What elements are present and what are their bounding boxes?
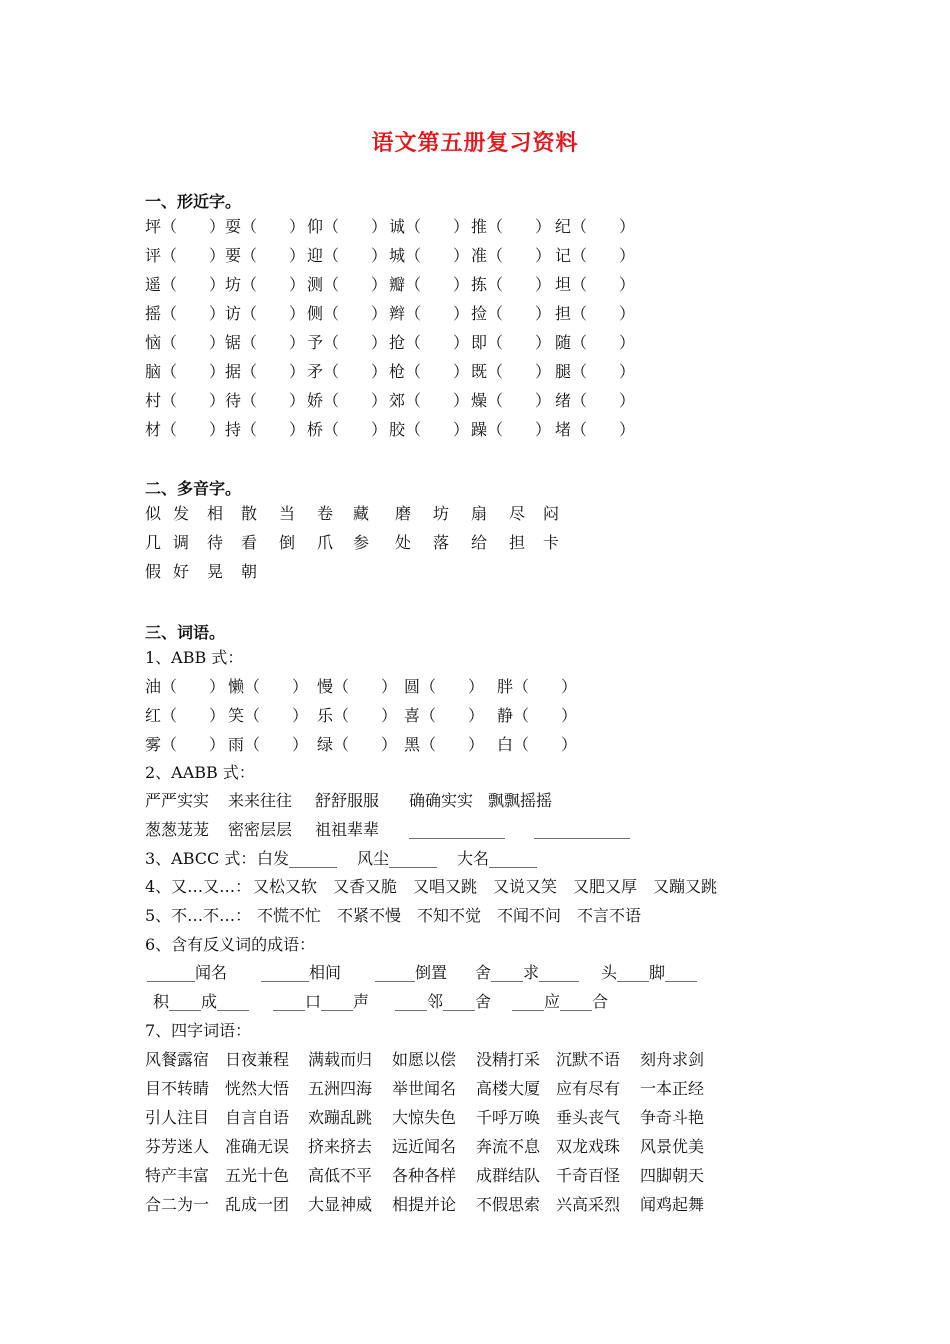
similar-char-item: 访（ ） <box>225 304 306 323</box>
four-char-item: 挤来挤去 <box>308 1137 373 1156</box>
similar-char-item: 评（ ） <box>145 246 226 265</box>
similar-char-item: 桥（ ） <box>307 420 388 439</box>
similar-char-item: 坦（ ） <box>555 275 636 294</box>
four-char-item: 不假思索 <box>476 1195 541 1214</box>
polyphonic-char: 看 <box>241 533 258 552</box>
abb-item: 喜（ ） <box>404 706 485 725</box>
four-char-item: 风景优美 <box>640 1137 705 1156</box>
four-char-item: 引人注目 <box>145 1108 210 1127</box>
abb-item: 红（ ） <box>145 706 226 725</box>
polyphonic-char: 磨 <box>395 504 412 523</box>
similar-char-item: 记（ ） <box>555 246 636 265</box>
similar-char-item: 郊（ ） <box>389 391 470 410</box>
four-char-item: 大惊失色 <box>392 1108 457 1127</box>
abb-item: 白（ ） <box>497 735 578 754</box>
similar-char-item: 侧（ ） <box>307 304 388 323</box>
similar-char-item: 推（ ） <box>471 217 552 236</box>
four-char-item: 双龙戏珠 <box>556 1137 621 1156</box>
similar-char-item: 持（ ） <box>225 420 306 439</box>
similar-char-item: 娇（ ） <box>307 391 388 410</box>
similar-char-item: 待（ ） <box>225 391 306 410</box>
similar-char-item: 予（ ） <box>307 333 388 352</box>
polyphonic-char: 倒 <box>279 533 296 552</box>
polyphonic-char: 落 <box>433 533 450 552</box>
section-heading-vocabulary: 三、词语。 <box>145 623 226 642</box>
antonym-item: 头____脚____ <box>601 963 698 982</box>
polyphonic-char: 处 <box>395 533 412 552</box>
abcc-item: 大名______ <box>457 849 538 868</box>
four-char-item: 芬芳迷人 <box>145 1137 210 1156</box>
polyphonic-char: 朝 <box>241 562 258 581</box>
four-char-item: 举世闻名 <box>392 1079 457 1098</box>
similar-char-item: 坊（ ） <box>225 275 306 294</box>
abb-item: 绿（ ） <box>317 735 398 754</box>
polyphonic-char: 散 <box>241 504 258 523</box>
antonym-item: ____应____合 <box>512 992 609 1011</box>
polyphonic-char: 参 <box>353 533 370 552</box>
you-you-item: 又香又脆 <box>333 877 398 896</box>
polyphonic-char: 假 <box>145 562 162 581</box>
four-char-item: 争奇斗艳 <box>640 1108 705 1127</box>
four-char-item: 沉默不语 <box>556 1050 621 1069</box>
antonym-item: 积____成____ <box>153 992 250 1011</box>
similar-char-item: 拣（ ） <box>471 275 552 294</box>
similar-char-item: 脑（ ） <box>145 362 226 381</box>
aabb-item: 葱葱茏茏 <box>145 820 210 839</box>
similar-char-item: 抢（ ） <box>389 333 470 352</box>
similar-char-item: 材（ ） <box>145 420 226 439</box>
similar-char-item: 矛（ ） <box>307 362 388 381</box>
similar-char-item: 躁（ ） <box>471 420 552 439</box>
four-char-item: 欢蹦乱跳 <box>308 1108 373 1127</box>
bu-bu-item: 不紧不慢 <box>337 906 402 925</box>
similar-char-item: 恼（ ） <box>145 333 226 352</box>
polyphonic-char: 相 <box>207 504 224 523</box>
polyphonic-char: 好 <box>173 562 190 581</box>
four-char-item: 奔流不息 <box>476 1137 541 1156</box>
four-char-item: 高楼大厦 <box>476 1079 541 1098</box>
abb-item: 慢（ ） <box>317 677 398 696</box>
aabb-item: 祖祖辈辈 <box>315 820 380 839</box>
abb-item: 黑（ ） <box>404 735 485 754</box>
antonym-item: ____口____声 <box>273 992 370 1011</box>
four-char-item: 各种各样 <box>392 1166 457 1185</box>
similar-char-item: 随（ ） <box>555 333 636 352</box>
polyphonic-char: 似 <box>145 504 162 523</box>
polyphonic-char: 调 <box>173 533 190 552</box>
similar-char-item: 坪（ ） <box>145 217 226 236</box>
four-char-item: 自言自语 <box>225 1108 290 1127</box>
aabb-item: 来来往往 <box>228 791 293 810</box>
aabb-item: ____________ <box>409 820 505 839</box>
similar-char-item: 据（ ） <box>225 362 306 381</box>
antonym-item: ______闻名 <box>147 963 228 982</box>
polyphonic-char: 藏 <box>353 504 370 523</box>
bu-bu-item: 不知不觉 <box>417 906 482 925</box>
you-you-item: 又肥又厚 <box>573 877 638 896</box>
four-char-item: 一本正经 <box>640 1079 705 1098</box>
section-heading-polyphonic: 二、多音字。 <box>145 479 242 498</box>
four-char-item: 目不转睛 <box>145 1079 210 1098</box>
similar-char-item: 锯（ ） <box>225 333 306 352</box>
four-char-item: 恍然大悟 <box>225 1079 290 1098</box>
polyphonic-char: 当 <box>279 504 296 523</box>
bu-bu-item: 不慌不忙 <box>257 906 322 925</box>
four-char-item: 千呼万唤 <box>476 1108 541 1127</box>
similar-char-item: 绪（ ） <box>555 391 636 410</box>
abb-item: 静（ ） <box>497 706 578 725</box>
abcc-label: 3、ABCC 式： <box>145 849 257 868</box>
similar-char-item: 要（ ） <box>225 246 306 265</box>
four-char-item: 四脚朝天 <box>640 1166 705 1185</box>
four-char-item: 成群结队 <box>476 1166 541 1185</box>
four-char-item: 满载而归 <box>308 1050 373 1069</box>
abb-item: 懒（ ） <box>228 677 309 696</box>
polyphonic-char: 卷 <box>317 504 334 523</box>
similar-char-item: 燥（ ） <box>471 391 552 410</box>
polyphonic-char: 待 <box>207 533 224 552</box>
abb-item: 雾（ ） <box>145 735 226 754</box>
similar-char-item: 遥（ ） <box>145 275 226 294</box>
polyphonic-char: 几 <box>145 533 162 552</box>
four-char-item: 乱成一团 <box>225 1195 290 1214</box>
similar-char-item: 腿（ ） <box>555 362 636 381</box>
similar-char-item: 堵（ ） <box>555 420 636 439</box>
similar-char-item: 村（ ） <box>145 391 226 410</box>
polyphonic-char: 卡 <box>543 533 560 552</box>
four-char-item: 闻鸡起舞 <box>640 1195 705 1214</box>
polyphonic-char: 爪 <box>317 533 334 552</box>
four-char-item: 合二为一 <box>145 1195 210 1214</box>
bu-bu-item: 不言不语 <box>577 906 642 925</box>
polyphonic-char: 尽 <box>509 504 526 523</box>
similar-char-item: 测（ ） <box>307 275 388 294</box>
abb-item: 圆（ ） <box>404 677 485 696</box>
aabb-item: 严严实实 <box>145 791 210 810</box>
abb-item: 笑（ ） <box>228 706 309 725</box>
four-char-item: 特产丰富 <box>145 1166 210 1185</box>
polyphonic-char: 给 <box>471 533 488 552</box>
similar-char-item: 担（ ） <box>555 304 636 323</box>
four-char-item: 相提并论 <box>392 1195 457 1214</box>
four-char-label: 7、四字词语： <box>145 1021 252 1040</box>
four-char-item: 垂头丧气 <box>556 1108 621 1127</box>
abcc-item: 风尘______ <box>357 849 438 868</box>
similar-char-item: 仰（ ） <box>307 217 388 236</box>
antonym-item: ______相间 <box>261 963 342 982</box>
polyphonic-char: 担 <box>509 533 526 552</box>
abb-item: 雨（ ） <box>228 735 309 754</box>
polyphonic-char: 闷 <box>543 504 560 523</box>
similar-char-item: 捡（ ） <box>471 304 552 323</box>
antonym-item: ____邻____舍 <box>395 992 492 1011</box>
four-char-item: 远近闻名 <box>392 1137 457 1156</box>
you-you-item: 又说又笑 <box>493 877 558 896</box>
abb-item: 胖（ ） <box>497 677 578 696</box>
aabb-item: 飘飘摇摇 <box>488 791 553 810</box>
similar-char-item: 瓣（ ） <box>389 275 470 294</box>
you-you-item: 又松又软 <box>253 877 318 896</box>
four-char-item: 刻舟求剑 <box>640 1050 705 1069</box>
antonym-item: 舍____求_____ <box>475 963 580 982</box>
page-title: 语文第五册复习资料 <box>371 130 579 156</box>
similar-char-item: 迎（ ） <box>307 246 388 265</box>
aabb-label: 2、AABB 式： <box>145 763 255 782</box>
antonym-label: 6、含有反义词的成语： <box>145 935 316 954</box>
similar-char-item: 诚（ ） <box>389 217 470 236</box>
four-char-item: 应有尽有 <box>556 1079 621 1098</box>
similar-char-item: 即（ ） <box>471 333 552 352</box>
bu-bu-item: 不闻不问 <box>497 906 562 925</box>
polyphonic-char: 发 <box>173 504 190 523</box>
similar-char-item: 耍（ ） <box>225 217 306 236</box>
you-you-item: 又唱又跳 <box>413 877 478 896</box>
aabb-item: 舒舒服服 <box>315 791 380 810</box>
abb-item: 油（ ） <box>145 677 226 696</box>
bu-bu-label: 5、不…不…： <box>145 906 252 925</box>
four-char-item: 风餐露宿 <box>145 1050 210 1069</box>
polyphonic-char: 扇 <box>471 504 488 523</box>
similar-char-item: 摇（ ） <box>145 304 226 323</box>
four-char-item: 千奇百怪 <box>556 1166 621 1185</box>
polyphonic-char: 坊 <box>433 504 450 523</box>
you-you-item: 又蹦又跳 <box>653 877 718 896</box>
antonym-item: _____倒置 <box>375 963 448 982</box>
four-char-item: 大显神威 <box>308 1195 373 1214</box>
four-char-item: 高低不平 <box>308 1166 373 1185</box>
four-char-item: 兴高采烈 <box>556 1195 621 1214</box>
abb-label: 1、ABB 式： <box>145 648 244 667</box>
four-char-item: 如愿以偿 <box>392 1050 457 1069</box>
similar-char-item: 胶（ ） <box>389 420 470 439</box>
similar-char-item: 纪（ ） <box>555 217 636 236</box>
similar-char-item: 既（ ） <box>471 362 552 381</box>
polyphonic-char: 晃 <box>207 562 224 581</box>
aabb-item: 确确实实 <box>409 791 474 810</box>
abcc-item: 白发______ <box>257 849 338 868</box>
aabb-item: ____________ <box>534 820 630 839</box>
four-char-item: 没精打采 <box>476 1050 541 1069</box>
four-char-item: 日夜兼程 <box>225 1050 290 1069</box>
similar-char-item: 准（ ） <box>471 246 552 265</box>
abb-item: 乐（ ） <box>317 706 398 725</box>
four-char-item: 五洲四海 <box>308 1079 373 1098</box>
similar-char-item: 辫（ ） <box>389 304 470 323</box>
aabb-item: 密密层层 <box>228 820 293 839</box>
four-char-item: 准确无误 <box>225 1137 290 1156</box>
you-you-label: 4、又…又…： <box>145 877 252 896</box>
section-heading-similar-chars: 一、形近字。 <box>145 192 242 211</box>
similar-char-item: 枪（ ） <box>389 362 470 381</box>
four-char-item: 五光十色 <box>225 1166 290 1185</box>
similar-char-item: 城（ ） <box>389 246 470 265</box>
